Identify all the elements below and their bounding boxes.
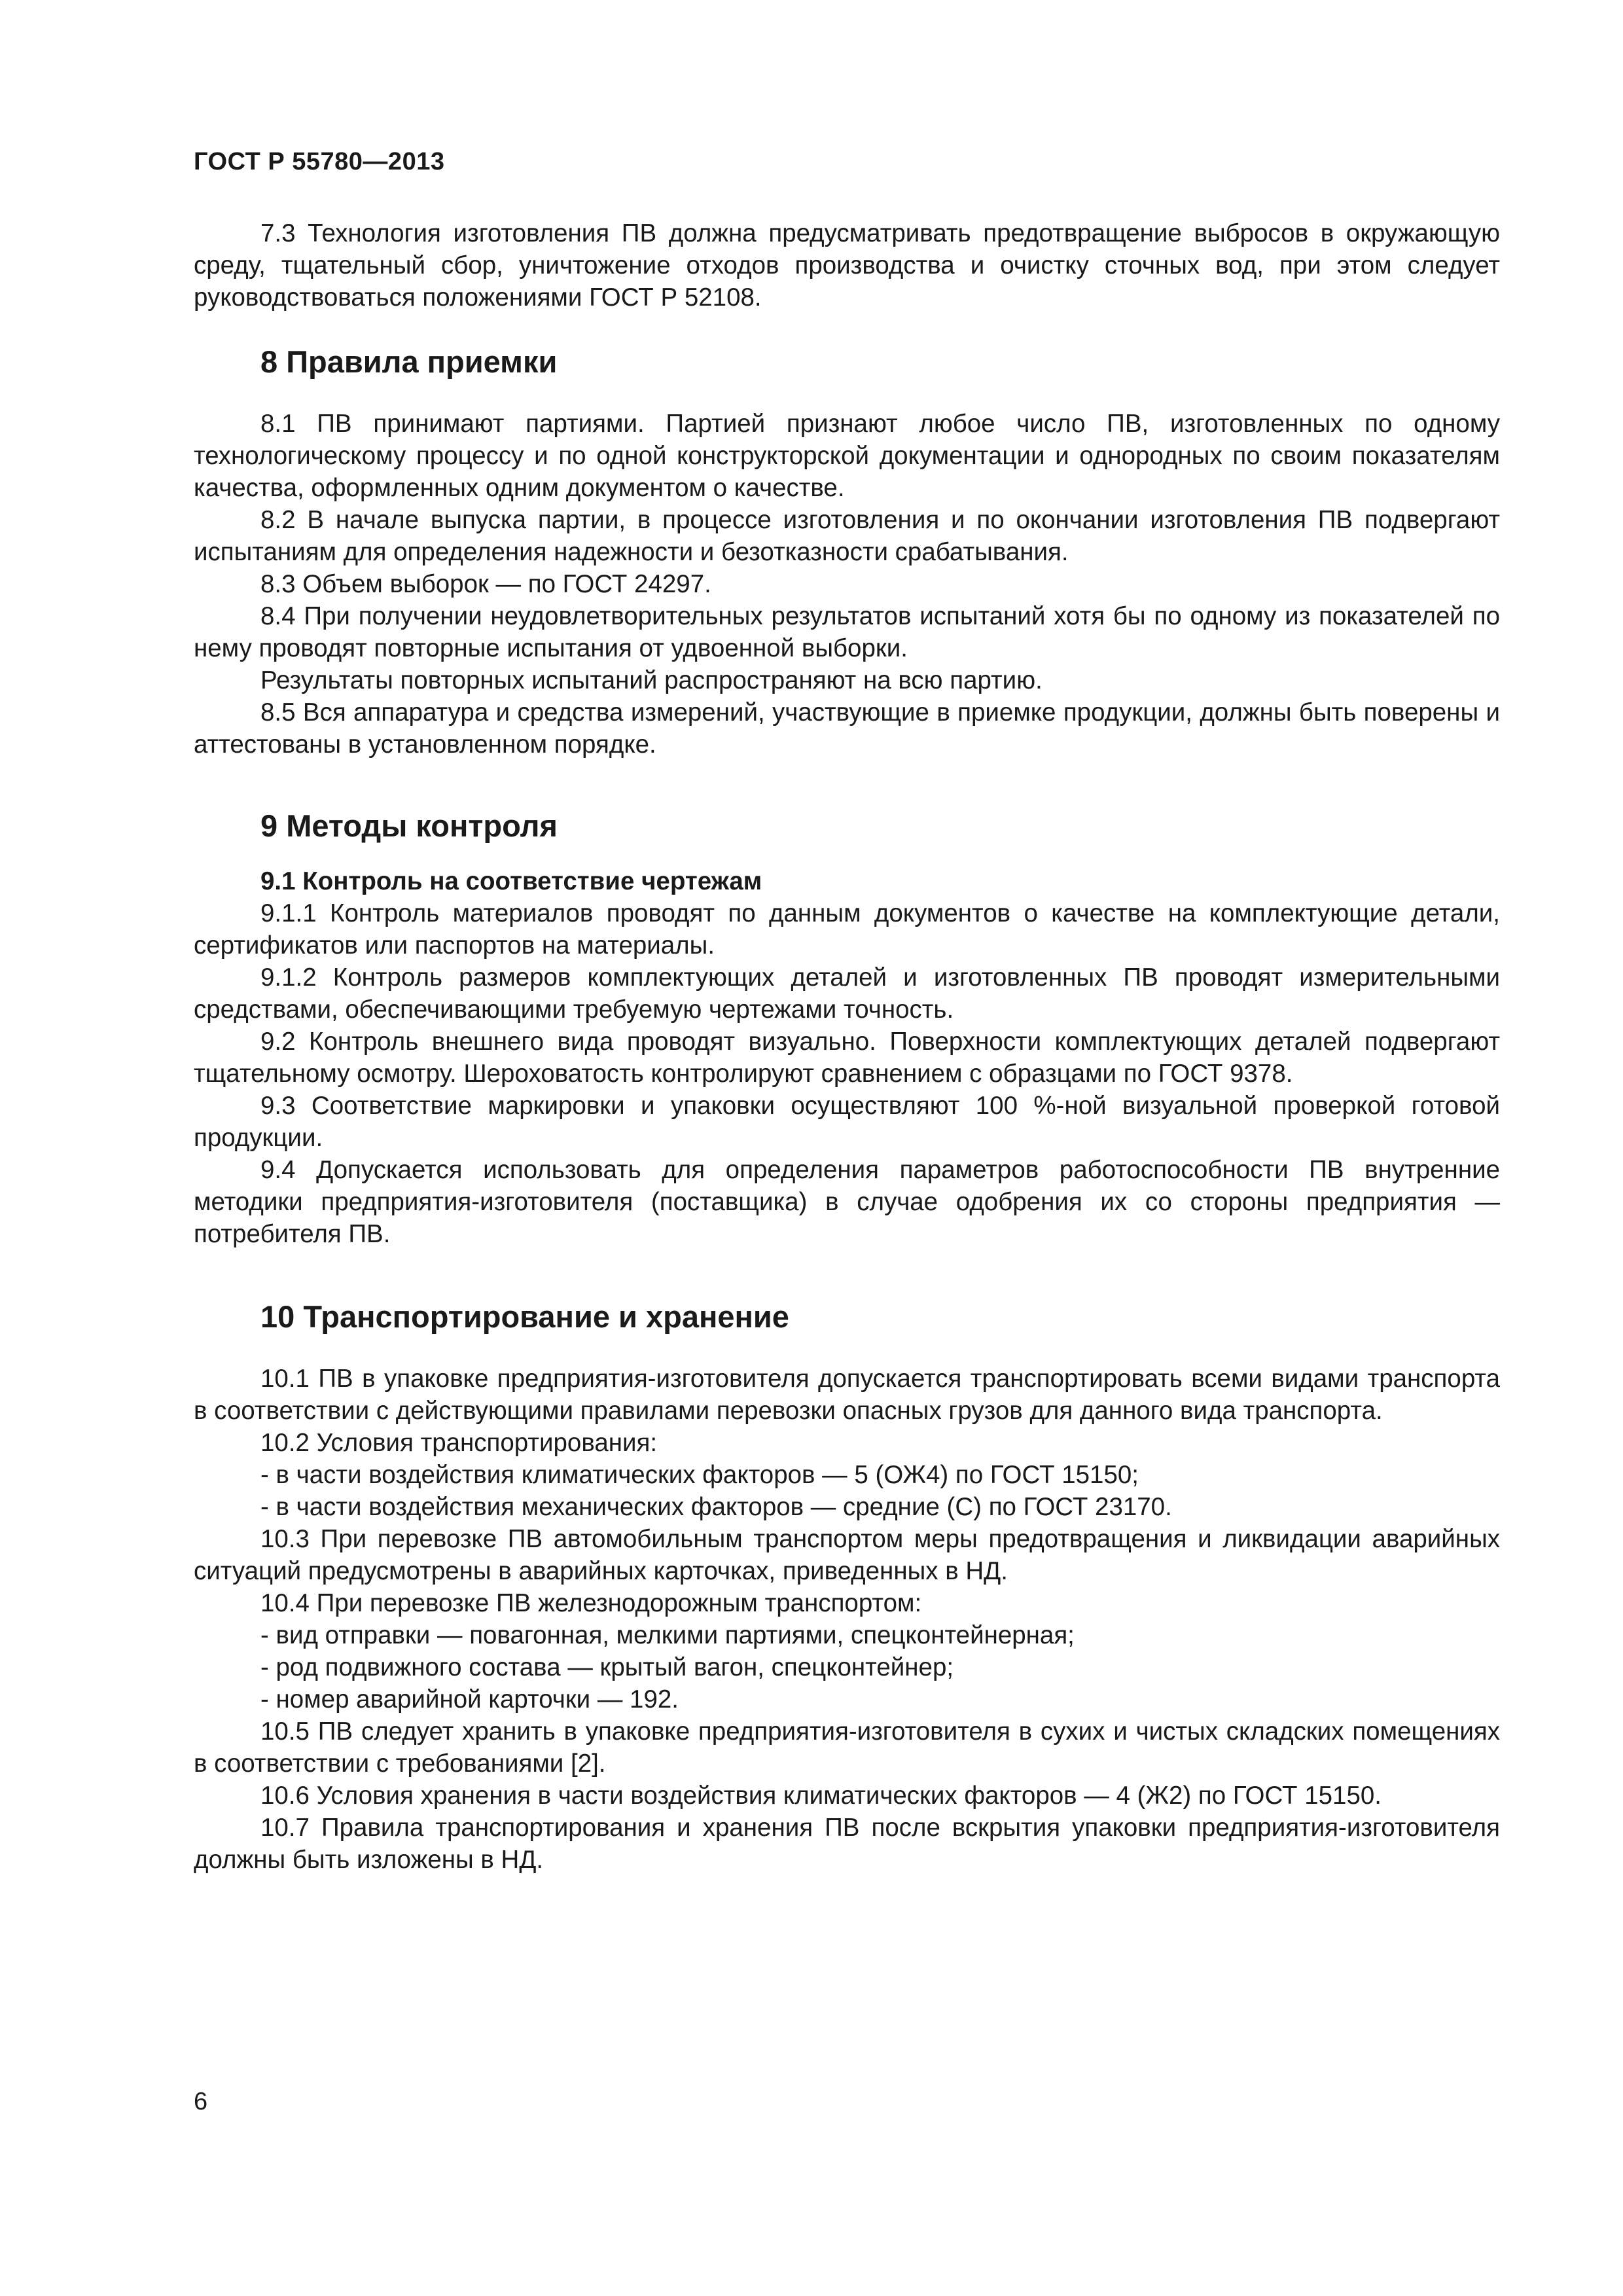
document-body [194, 217, 1500, 1876]
paragraph-8-4-results: Результаты повторных испытаний распространяют на всю партию. [260, 666, 1043, 694]
paragraph-10-6: 10.6 Условия хранения в части воздействия климатических факторов — 4 (Ж2) по ГОСТ 15150. [260, 1782, 1382, 1810]
paragraph-10-3: 10.3 При перевозке ПВ автомобильным транспортом меры предотвращения и ликвидации аварийных ситуаций предусмотрены в аварийных карточках, приведенных в НД. [194, 1525, 1500, 1585]
paragraph-10-5: 10.5 ПВ следует хранить в упаковке предприятия-изготовителя в сухих и чистых складских помещениях в соответствии с требованиями [2]. [194, 1717, 1500, 1778]
paragraph-9-1-2: 9.1.2 Контроль размеров комплектующих деталей и изготовленных ПВ проводят измерительными средствами, обеспечивающими требуемую чертежами точность. [194, 963, 1500, 1024]
section-heading-8: 8 Правила приемки [260, 344, 558, 379]
paragraph-9-2: 9.2 Контроль внешнего вида проводят визуально. Поверхности комплектующих деталей подвергают тщательному осмотру. Шероховатость контролируют сравнением с образцами по ГОСТ 9378. [194, 1028, 1500, 1088]
paragraph-9-3: 9.3 Соответствие маркировки и упаковки осуществляют 100 %-ной визуальной проверкой готовой продукции. [194, 1092, 1500, 1152]
list-item: - номер аварийной карточки — 192. [260, 1685, 679, 1713]
paragraph-10-7: 10.7 Правила транспортирования и хранения ПВ после вскрытия упаковки предприятия-изготовителя должны быть изложены в НД. [194, 1814, 1500, 1874]
paragraph-8-4: 8.4 При получении неудовлетворительных результатов испытаний хотя бы по одному из показателей по нему проводят повторные испытания от удвоенной выборки. [194, 602, 1500, 662]
section-heading-10: 10 Транспортирование и хранение [260, 1299, 789, 1334]
paragraph-10-2: 10.2 Условия транспортирования: [260, 1429, 658, 1457]
paragraph-9-4: 9.4 Допускается использовать для определения параметров работоспособности ПВ внутренние методики предприятия-изготовителя (поставщика) в случае одобрения их со стороны предприятия — потребителя ПВ. [194, 1156, 1500, 1248]
paragraph-8-2: 8.2 В начале выпуска партии, в процессе изготовления и по окончании изготовления ПВ подвергают испытаниям для определения надежности и безотказности срабатывания. [194, 506, 1500, 566]
list-item: - вид отправки — повагонная, мелкими партиями, спецконтейнерная; [260, 1621, 1075, 1649]
paragraph-8-5: 8.5 Вся аппаратура и средства измерений, участвующие в приемке продукции, должны быть поверены и аттестованы в установленном порядке. [194, 698, 1500, 759]
subsection-heading-9-1: 9.1 Контроль на соответствие чертежам [260, 867, 762, 895]
paragraph-7-3: 7.3 Технология изготовления ПВ должна предусматривать предотвращение выбросов в окружающую среду, тщательный сбор, уничтожение отходов производства и очистку сточных вод, при этом следует руководствоваться положениями ГОСТ Р 52108. [194, 219, 1500, 312]
paragraph-8-3: 8.3 Объем выборок — по ГОСТ 24297. [260, 570, 711, 598]
paragraph-8-1: 8.1 ПВ принимают партиями. Партией признают любое число ПВ, изготовленных по одному технологическому процессу и по одной конструкторской документации и однородных по своим показателям качества, оформленных одним документом о качестве. [194, 410, 1500, 502]
paragraph-9-1-1: 9.1.1 Контроль материалов проводят по данным документов о качестве на комплектующие детали, сертификатов или паспортов на материалы. [194, 899, 1500, 960]
paragraph-10-1: 10.1 ПВ в упаковке предприятия-изготовителя допускается транспортировать всеми видами транспорта в соответствии с действующими правилами перевозки опасных грузов для данного вида транспорта. [194, 1365, 1500, 1425]
list-item: - род подвижного состава — крытый вагон, спецконтейнер; [260, 1653, 954, 1681]
page-number: 6 [194, 2088, 208, 2115]
section-heading-9: 9 Методы контроля [260, 808, 558, 843]
list-item: - в части воздействия механических факторов — средние (С) по ГОСТ 23170. [260, 1493, 1172, 1521]
document-header: ГОСТ Р 55780—2013 [194, 148, 445, 175]
paragraph-10-4: 10.4 При перевозке ПВ железнодорожным транспортом: [260, 1589, 922, 1617]
list-item: - в части воздействия климатических факторов — 5 (ОЖ4) по ГОСТ 15150; [260, 1461, 1139, 1489]
